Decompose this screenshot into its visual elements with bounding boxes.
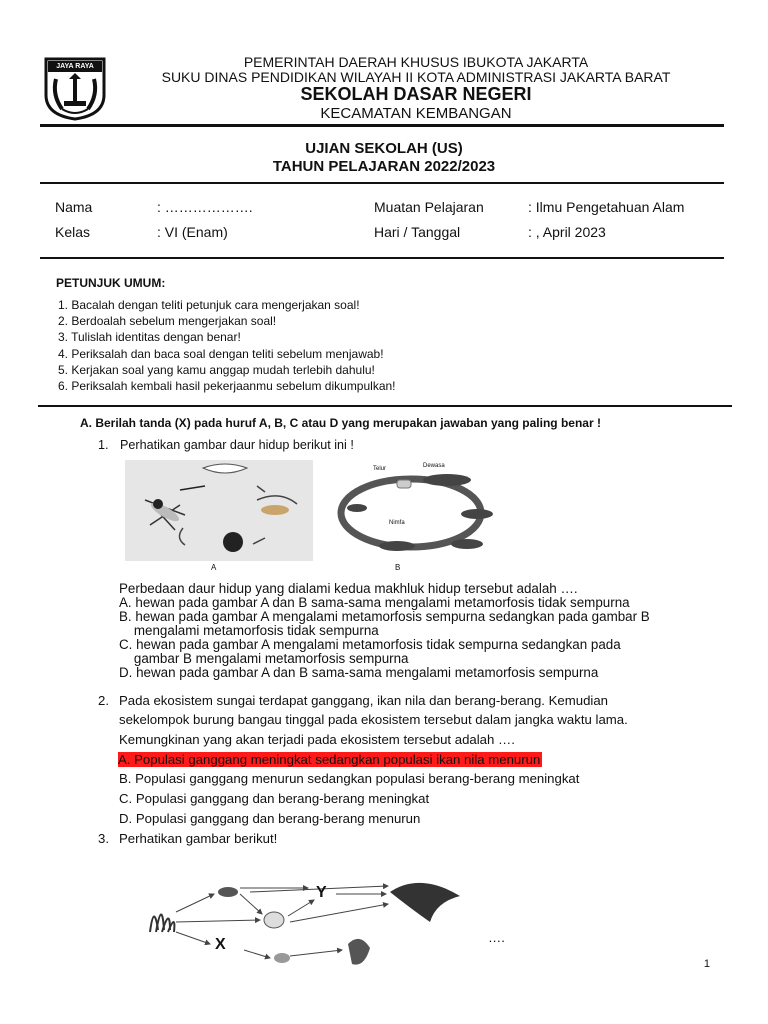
label-nimfa: Nimfa: [389, 520, 405, 526]
q2-option-d[interactable]: D. Populasi ganggang dan berang-berang menurun: [119, 811, 421, 826]
instruction-item: 6. Periksalah kembali hasil pekerjaanmu sebelum dikumpulkan!: [58, 379, 396, 394]
name-value: : ……………….: [157, 199, 253, 215]
exam-title: UJIAN SEKOLAH (US): [305, 140, 463, 157]
q3-dots: ….: [488, 930, 505, 945]
q2-option-b[interactable]: B. Populasi ganggang menurun sedangkan populasi berang-berang meningkat: [119, 771, 580, 786]
q3-number: 3.: [98, 831, 109, 846]
q3-prompt: Perhatikan gambar berikut!: [119, 831, 278, 846]
label-telur: Telur: [373, 466, 387, 472]
instruction-item: 1. Bacalah dengan teliti petunjuk cara mengerjakan soal!: [58, 298, 360, 312]
mosquito-cycle-icon: [125, 460, 313, 561]
q1-option-d[interactable]: D. hewan pada gambar A dan B sama-sama mengalami metamorfosis sempurna: [119, 665, 599, 680]
instruction-item: 4. Periksalah dan baca soal dengan teliti sebelum menjawab!: [58, 346, 384, 361]
q2-line2: sekelompok burung bangau tinggal pada ekosistem tersebut dalam jangka waktu lama.: [119, 712, 628, 727]
header-divider: [40, 124, 724, 127]
date-label: Hari / Tanggal: [374, 224, 461, 240]
exam-year: TAHUN PELAJARAN 2022/2023: [272, 158, 496, 175]
q1-option-b[interactable]: B. hewan pada gambar A mengalami metamorfosis sempurna sedangkan pada gambar B: [119, 609, 650, 624]
school-name: SEKOLAH DASAR NEGERI: [300, 84, 532, 104]
instructions-title: PETUNJUK UMUM:: [56, 276, 166, 290]
class-value: : VI (Enam): [157, 224, 228, 240]
mosquito-life-cycle-image: [125, 460, 313, 561]
class-label: Kelas: [55, 224, 91, 240]
q1-option-b-cont: mengalami metamorfosis tidak sempurna: [119, 623, 379, 638]
instruction-item: 3. Tulislah identitas dengan benar!: [58, 330, 241, 345]
q2-line3: Kemungkinan yang akan terjadi pada ekosistem tersebut adalah ….: [119, 732, 515, 747]
q1-number: 1.: [98, 438, 109, 452]
section-a-title: A. Berilah tanda (X) pada huruf A, B, C atau D yang merupakan jawaban yang paling benar !: [80, 416, 601, 430]
q2-option-a-highlighted[interactable]: A. Populasi ganggang meningkat sedangkan populasi ikan nila menurun: [118, 752, 541, 767]
subject-label: Muatan Pelajaran: [374, 199, 484, 215]
q1-option-a[interactable]: A. hewan pada gambar A dan B sama-sama mengalami metamorfosis tidak sempurna: [119, 595, 630, 610]
name-label: Nama: [55, 199, 93, 215]
food-web-icon: [140, 872, 480, 982]
title-divider: [40, 182, 724, 184]
q1-option-c[interactable]: C. hewan pada gambar A mengalami metamorfosis tidak sempurna sedangkan pada: [119, 637, 621, 652]
grasshopper-cycle-icon: [327, 458, 495, 563]
q2-line1: Pada ekosistem sungai terdapat ganggang, ikan nila dan berang-berang. Kemudian: [119, 693, 609, 708]
instruction-item: 5. Kerjakan soal yang kamu anggap mudah terlebih dahulu!: [58, 362, 375, 377]
q2-option-c[interactable]: C. Populasi ganggang dan berang-berang meningkat: [119, 791, 430, 806]
logo-text: JAYA RAYA: [56, 63, 94, 70]
q1-question: Perbedaan daur hidup yang dialami kedua makhluk hidup tersebut adalah ….: [119, 581, 578, 596]
instruction-item: 2. Berdoalah sebelum mengerjakan soal!: [58, 314, 277, 329]
identity-divider: [40, 257, 724, 259]
food-web-image: [140, 872, 480, 982]
q1-prompt: Perhatikan gambar daur hidup berikut ini !: [120, 438, 354, 452]
grasshopper-life-cycle-image: [327, 458, 495, 563]
header-line2: SUKU DINAS PENDIDIKAN WILAYAH II KOTA ADMINISTRASI JAKARTA BARAT: [161, 69, 671, 85]
instructions-divider: [38, 405, 732, 407]
page-number: 1: [703, 958, 710, 970]
date-value: : , April 2023: [528, 224, 606, 240]
caption-b: B: [395, 563, 401, 572]
district-name: KECAMATAN KEMBANGAN: [320, 105, 512, 122]
subject-value: : Ilmu Pengetahuan Alam: [528, 199, 685, 215]
caption-a: A: [211, 563, 217, 572]
label-dewasa: Dewasa: [423, 463, 445, 469]
header-line1: PEMERINTAH DAERAH KHUSUS IBUKOTA JAKARTA: [243, 54, 589, 70]
label-y: Y: [316, 884, 327, 901]
q2-number: 2.: [98, 693, 109, 708]
instructions-list: [58, 297, 396, 394]
q1-option-c-cont: gambar B mengalami metamorfosis sempurna: [119, 651, 409, 666]
label-x: X: [215, 936, 226, 953]
